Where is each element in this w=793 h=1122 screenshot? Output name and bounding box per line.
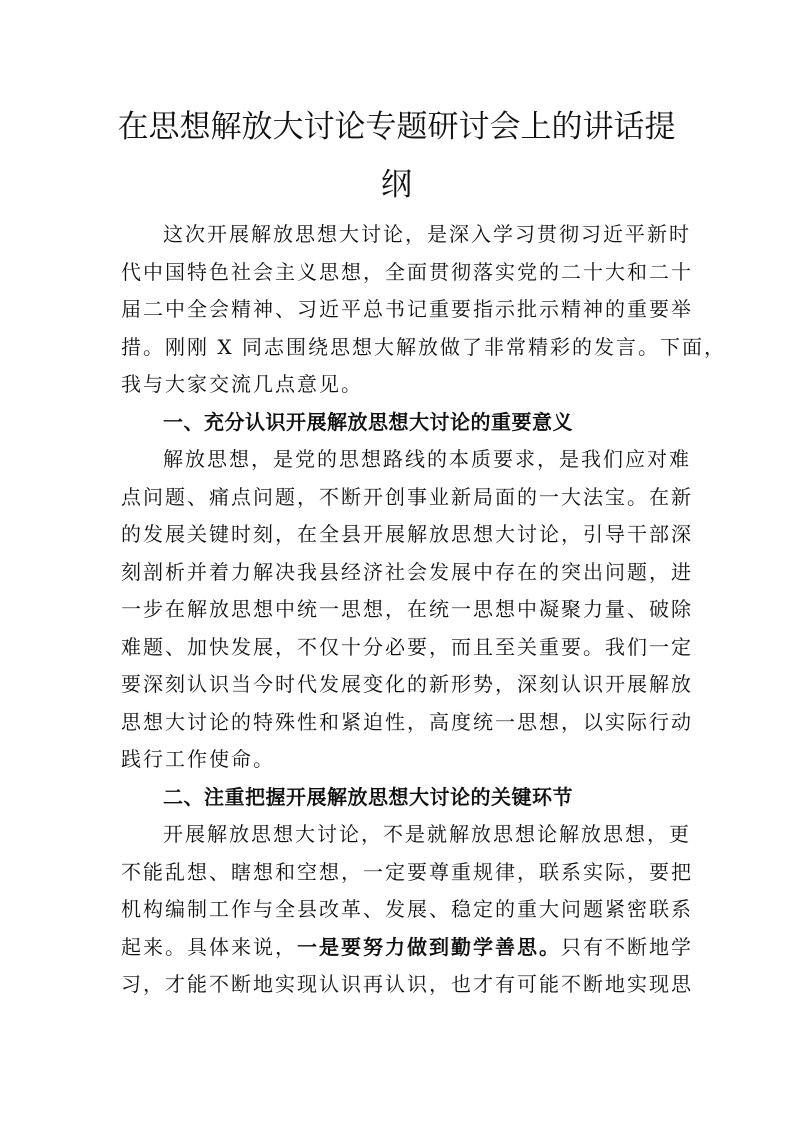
- text-line: 习，才能不断地实现认识再认识，也才有可能不断地实现思: [121, 972, 693, 996]
- text-line: 我与大家交流几点意见。: [121, 372, 363, 396]
- text-line: 践行工作使命。: [121, 747, 275, 771]
- text-line: 解放思想，是党的思想路线的本质要求，是我们应对难: [163, 447, 691, 471]
- text-line: 机构编制工作与全县改革、发展、稳定的重大问题紧密联系: [121, 897, 693, 921]
- text-line: 措。刚刚 X 同志围绕思想大解放做了非常精彩的发言。下面，: [121, 334, 726, 359]
- document-body: [121, 216, 726, 1004]
- section-heading-1: 一、充分认识开展解放思想大讨论的重要意义: [163, 409, 573, 434]
- text-line: 这次开展解放思想大讨论，是深入学习贯彻习近平新时: [163, 222, 691, 246]
- text-line: 开展解放思想大讨论，不是就解放思想论解放思想，更: [163, 822, 691, 846]
- paragraph-section-2: [121, 816, 693, 1004]
- bold-emphasis: 一是要努力做到勤学善思。: [297, 934, 561, 959]
- text-line: [121, 929, 693, 967]
- text-line: 一步在解放思想中统一思想，在统一思想中凝聚力量、破除: [121, 597, 693, 621]
- text-line: 难题、加快发展，不仅十分必要，而且至关重要。我们一定: [121, 634, 693, 659]
- title-line: 纲: [381, 167, 412, 203]
- document-title: [110, 98, 683, 214]
- text-line: 届二中全会精神、习近平总书记重要指示批示精神的重要举: [121, 297, 693, 321]
- text-line: 代中国特色社会主义思想，全面贯彻落实党的二十大和二十: [121, 259, 693, 284]
- paragraph-intro: [121, 216, 726, 404]
- text-line: 的发展关键时刻，在全县开展解放思想大讨论，引导干部深: [121, 522, 693, 546]
- text-line: 要深刻认识当今时代发展变化的新形势，深刻认识开展解放: [121, 672, 693, 696]
- section-heading-2: 二、注重把握开展解放思想大讨论的关键环节: [163, 784, 573, 809]
- title-line: 在思想解放大讨论专题研讨会上的讲话提: [117, 109, 676, 145]
- text-line: 点问题、痛点问题，不断开创事业新局面的一大法宝。在新: [121, 484, 693, 509]
- text-segment: 只有不断地学: [561, 934, 693, 959]
- text-line: 不能乱想、瞎想和空想，一定要尊重规律，联系实际，要把: [121, 859, 693, 884]
- text-segment: 起来。具体来说，: [121, 934, 297, 959]
- text-line: 刻剖析并着力解决我县经济社会发展中存在的突出问题，进: [121, 559, 693, 584]
- paragraph-section-1: [121, 441, 693, 779]
- text-line: 思想大讨论的特殊性和紧迫性，高度统一思想，以实际行动: [121, 709, 693, 734]
